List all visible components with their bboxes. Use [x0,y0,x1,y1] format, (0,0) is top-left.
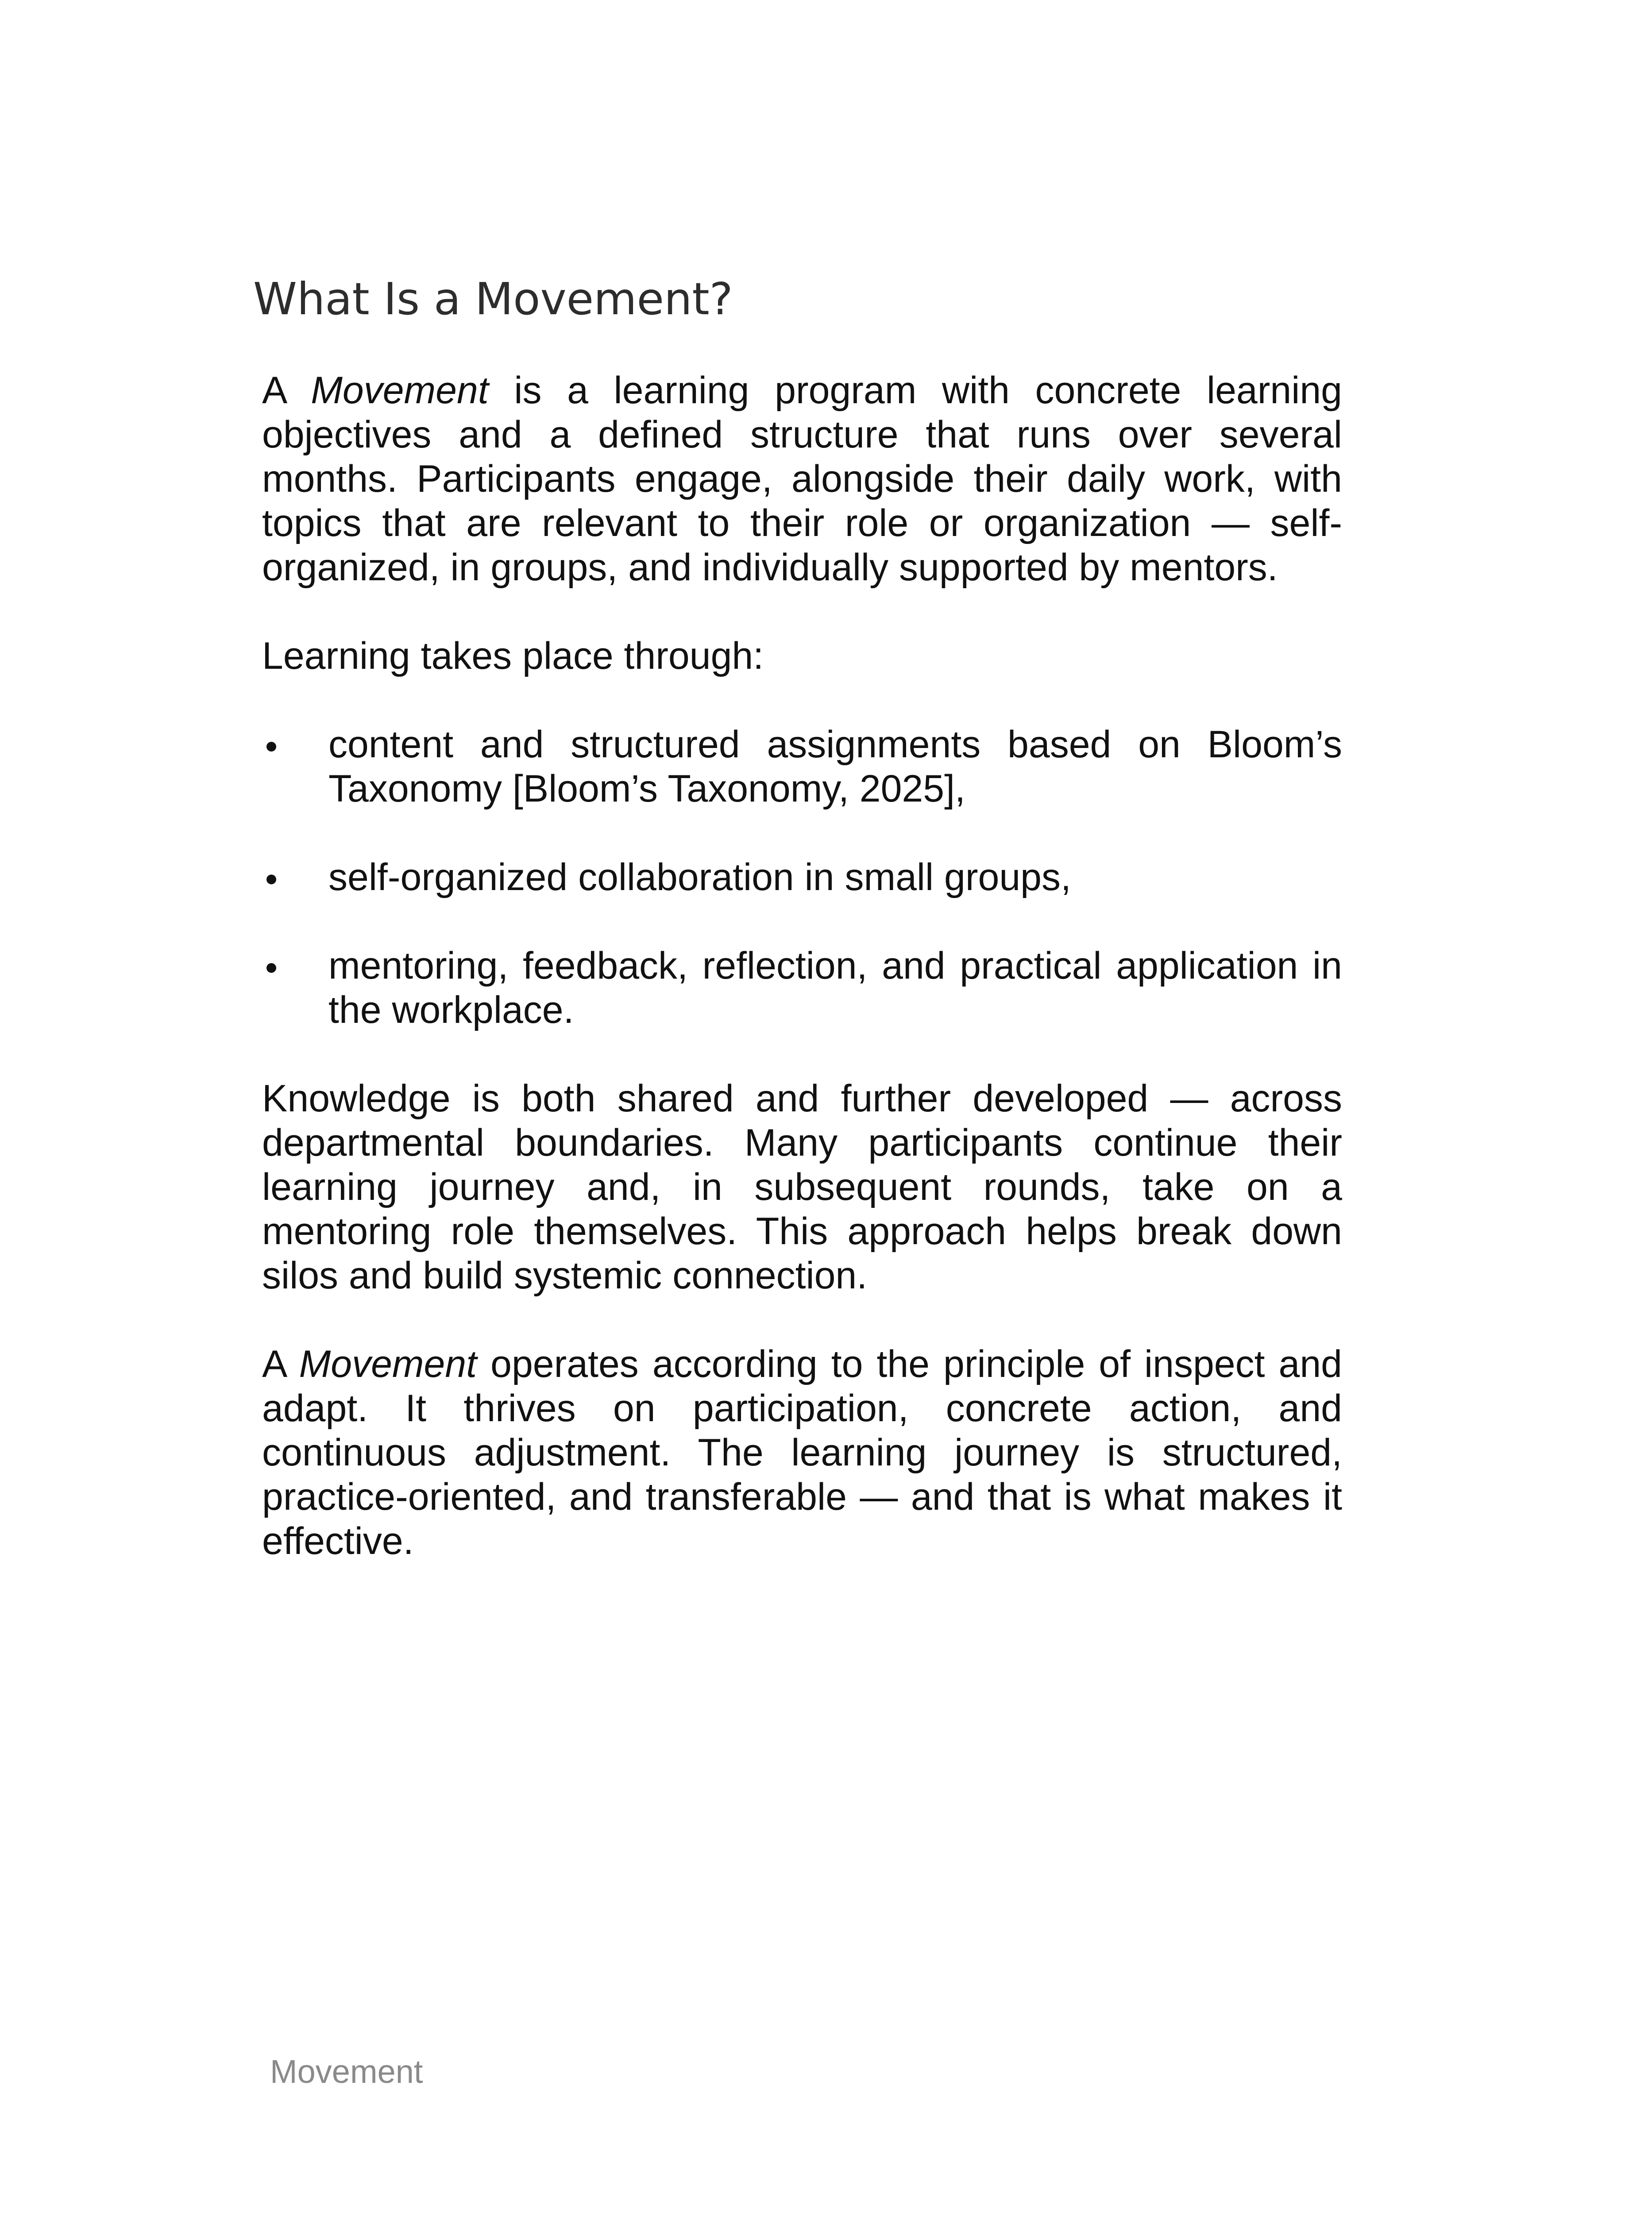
bullet-icon [266,875,276,884]
principle-term: Movement [299,1343,477,1385]
learning-heading: Learning takes place through: [262,635,764,677]
intro-rest: is a learning program with concrete learning objectives and a defined structure that runs over several months. Participants engage, alongside their daily work, with topics that are relevant to their role or organization — self-organized, in groups, and individually supported by mentors. [262,369,1342,589]
list-item [262,855,1342,899]
list-item-text: content and structured assignments based on Bloom’s Taxonomy [Bloom’s Taxonomy, 2025], [328,723,1342,810]
bullet-icon [266,963,276,973]
footer-label: Movement [270,2053,423,2090]
intro-lead: A [262,369,311,412]
body-content [262,368,1342,1563]
knowledge-paragraph: Knowledge is both shared and further developed — across departmental boundaries. Many participants continue their learning journey and, in subsequent rounds, take on a mentoring role themselves. This approach helps break down silos and build systemic connection. [262,1077,1342,1297]
list-item [262,722,1342,811]
principle-lead: A [262,1343,299,1385]
principle-rest: operates according to the principle of inspect and adapt. It thrives on participation, concrete action, and continuous adjustment. The learning journey is structured, practice-oriented, and transferable — and that is what makes it effective. [262,1343,1342,1562]
list-item-text: self-organized collaboration in small groups, [328,856,1071,898]
list-item-text: mentoring, feedback, reflection, and practical application in the workplace. [328,945,1342,1031]
learning-list [262,722,1342,1032]
bullet-icon [266,742,276,752]
intro-term: Movement [311,369,489,412]
list-item [262,944,1342,1032]
intro-paragraph [262,368,1342,590]
principle-paragraph [262,1342,1342,1563]
page-title: What Is a Movement? [253,273,733,325]
